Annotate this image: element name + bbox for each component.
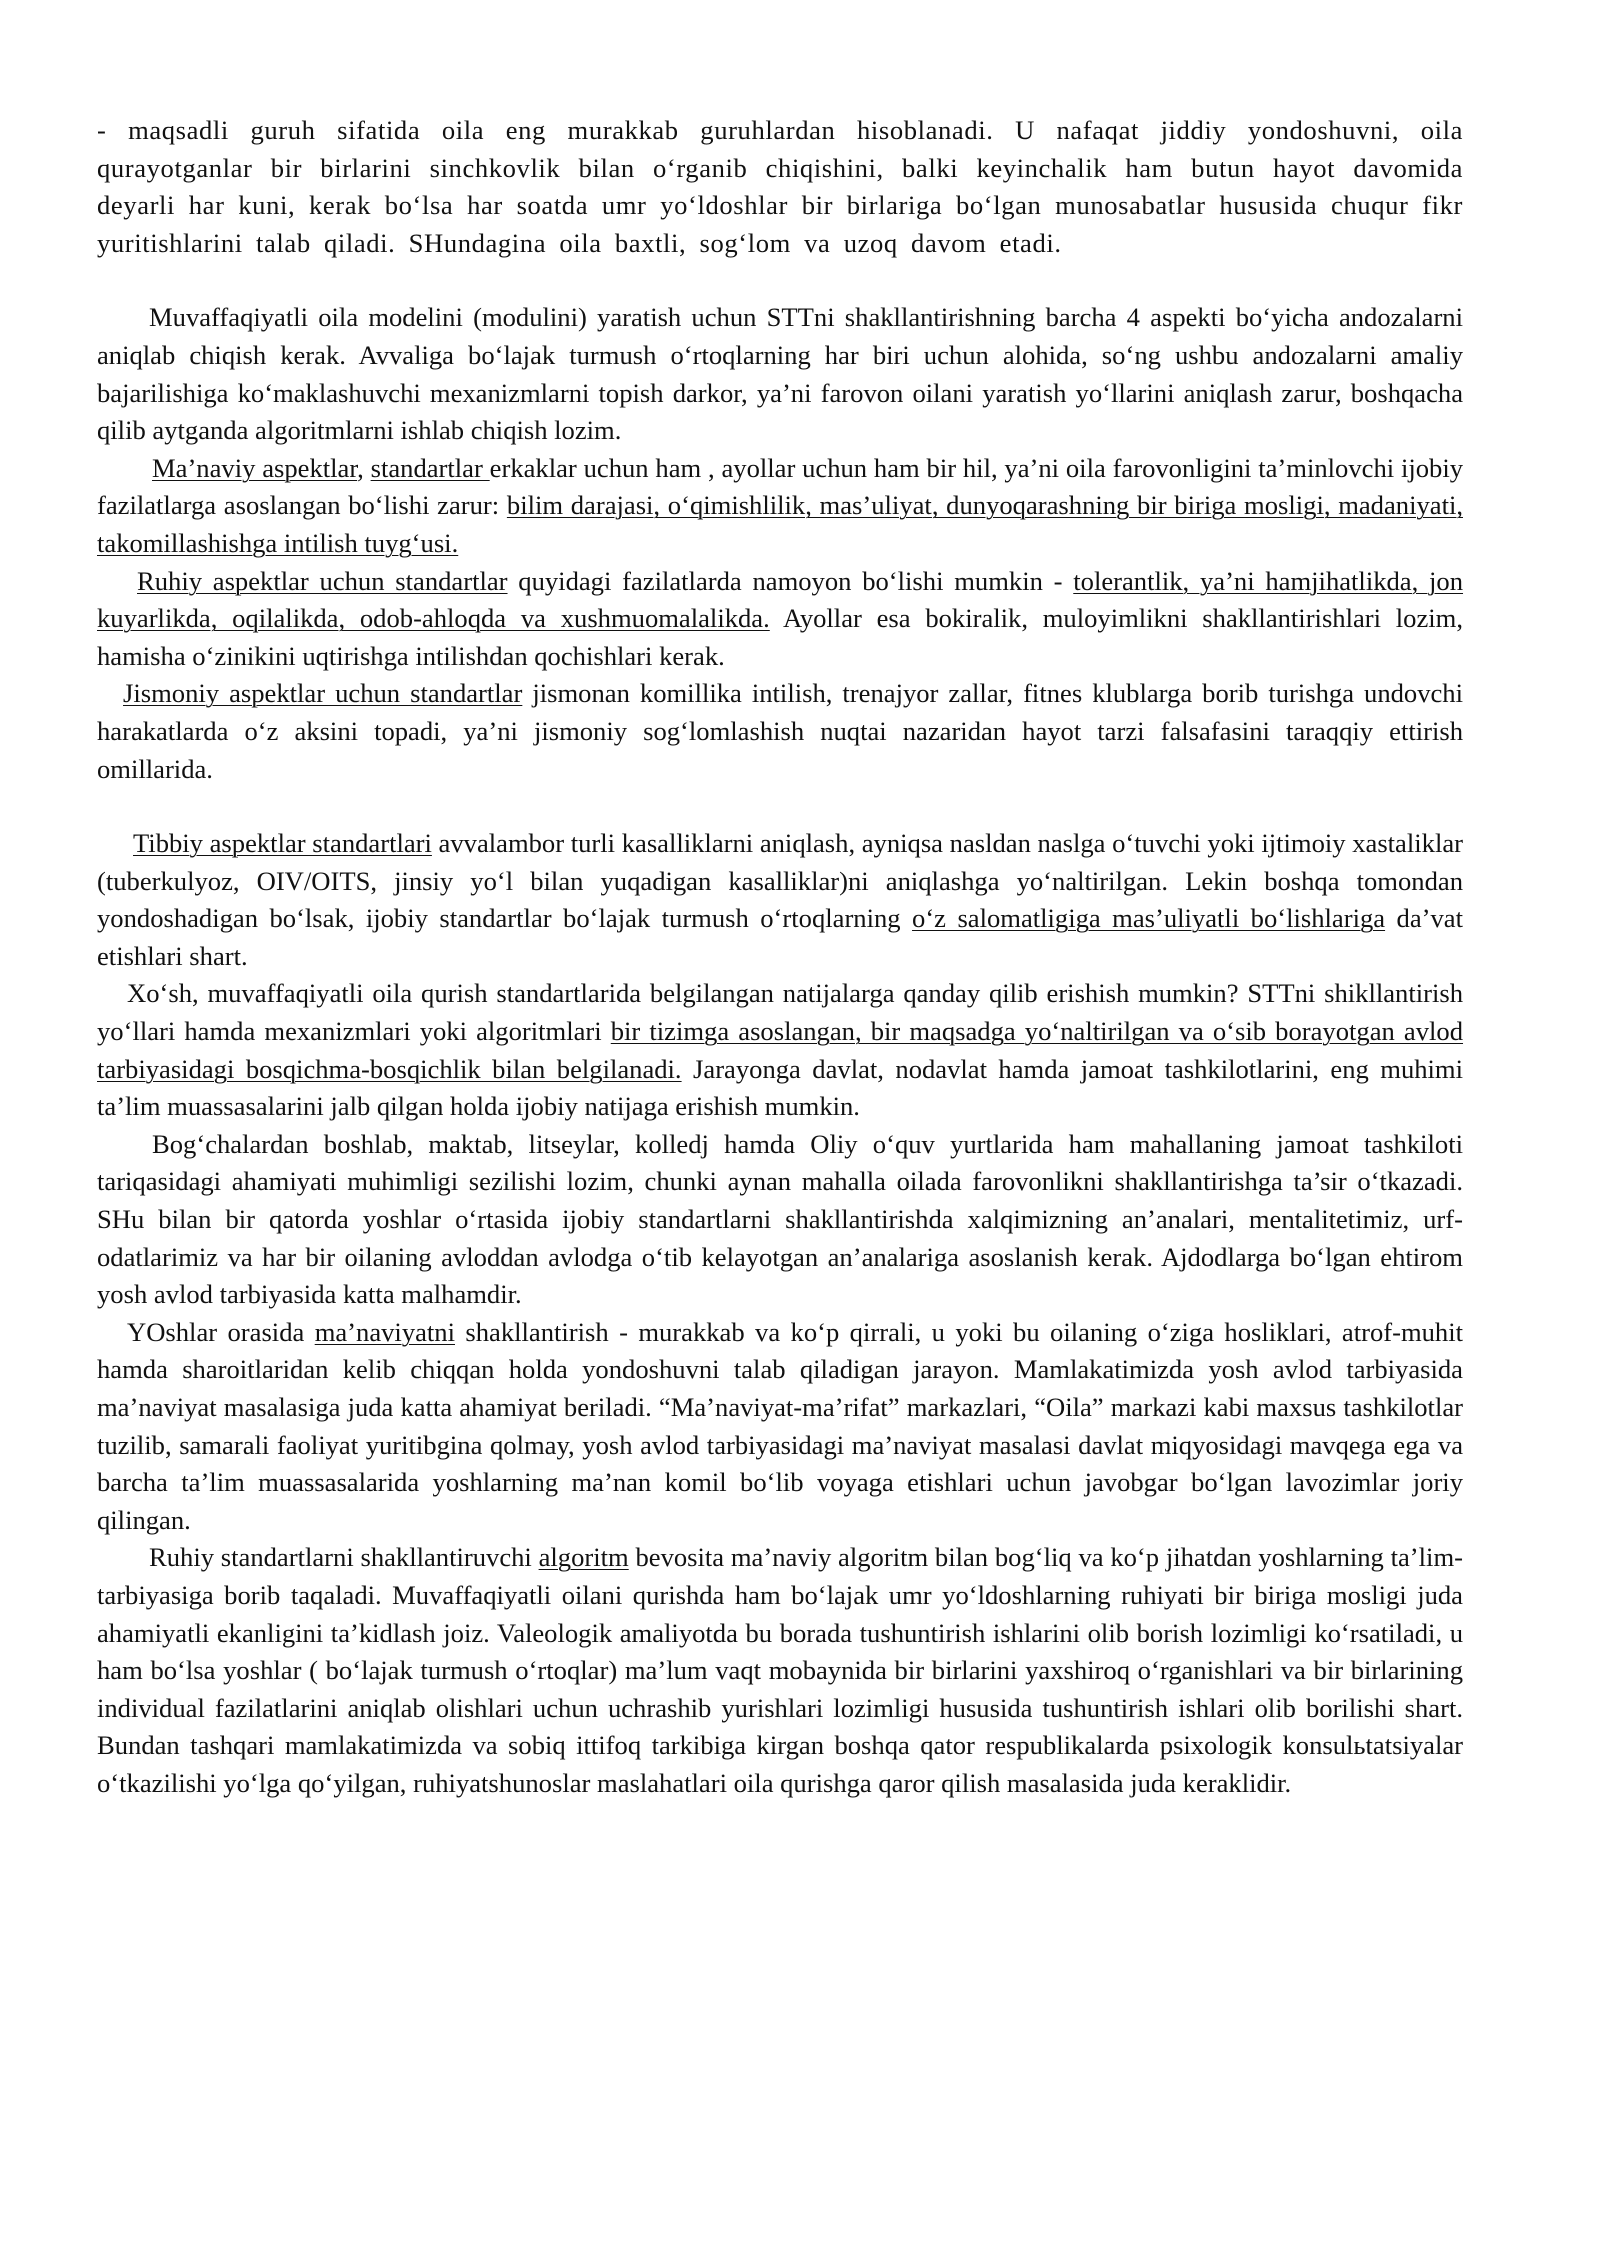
text-run: shakllantirish - murakkab va ko‘p qirrali, u yoki bu oilaning o‘ziga hosliklari, atrof-muhit hamda sharoitlaridan kelib chiqqan holda yondoshuvni talab qiladigan jarayon. Mamlakatimizda yosh avlod tarbiyasida ma’naviyat masalasiga juda katta ahamiyat beriladi. “Ma’naviyat-ma’rifat” markazlari, “Oila” markazi kabi maxsus tashkilotlar tuzilib, samarali faoliyat yuritibgina qolmay, yosh avlod tarbiyasidagi ma’naviyat masalasi davlat miqyosidagi mavqega ega va barcha ta’lim muassasalarida yoshlarning ma’nan komil bo‘lib voyaga etishlari uchun javobgar bo‘lgan lavozimlar joriy qilingan. <box>97 1316 1464 1535</box>
text-run: YOshlar orasida <box>127 1316 315 1347</box>
paragraph-kindergartens <box>97 1126 1463 1314</box>
text-run: Xo‘sh, muvaffaqiyatli oila qurish standartlarida belgilangan natijalarga qanday qilib erishish mumkin? STTni shikllantirish yo‘llari hamda mexanizmlari yoki algoritmlari <box>97 978 1463 1047</box>
document-page <box>97 112 1463 1803</box>
paragraph-spiritual-aspects <box>97 450 1463 563</box>
underlined-phrase: tolerantlik, ya’ni hamjihatlikda, jon kuyarlikda, oqilalikda, odob-ahloqda va xushmuomalalikda. <box>97 565 1464 634</box>
underlined-phrase: bilim darajasi, o‘qimishlilik, mas’uliyat, dunyoqarashning bir biriga mosligi, madaniyati, takomillashishga intilish tuyg‘usi. <box>97 490 1463 558</box>
underlined-term: Ma’naviy aspektlar <box>152 452 358 483</box>
underlined-term: standartlar <box>370 452 490 483</box>
text-run: avvalambor turli kasalliklarni aniqlash, ayniqsa nasldan naslga o‘tuvchi yoki ijtimoiy xastaliklar (tuberkulyoz, OIV/OITS, jinsiy yo‘l bilan yuqadigan kasalliklar)ni aniqlashga yo‘naltirilgan. Lekin boshqa tomondan yondoshadigan bo‘lsak, ijobiy standartlar bo‘lajak turmush o‘rtoqlarning <box>97 828 1463 934</box>
text-run: bevosita ma’naviy algoritm bilan bog‘liq va ko‘p jihatdan yoshlarning ta’lim-tarbiyasiga borib taqaladi. Muvaffaqiyatli oilani qurishda ham bo‘lajak umr yo‘ldoshlarning ruhiyati bir biriga mosligi juda ahamiyatli ekanligini ta’kidlash joiz. Valeologik amaliyotda bu borada tushuntirish ishlarini olib borish lozimligi ko‘rsatiladi, u ham bo‘lsa yoshlar ( bo‘lajak turmush o‘rtoqlar) ma’lum vaqt mobaynida bir birlarini yaxshiroq o‘rganishlari va bir birlarining individual fazilatlarini aniqlab olishlari uchun uchrashib yurishlari lozimligi hususida tushuntirish ishlari olib borilishi shart. Bundan tashqari mamlakatimizda va sobiq ittifoq tarkibiga kirgan boshqa qator respublikalarda psixologik konsulьtatsiyalar o‘tkazilishi yo‘lga qo‘yilgan, ruhiyatshunoslar maslahatlari oila qurishga qaror qilish masalasida juda keraklidir. <box>97 1542 1463 1798</box>
underlined-term: ma’naviyatni <box>314 1316 455 1347</box>
paragraph-medical-aspects <box>97 825 1463 975</box>
underlined-term: Tibbiy aspektlar standartlari <box>133 828 432 859</box>
underlined-term: Jismoniy aspektlar uchun standartlar <box>123 678 523 709</box>
underlined-term: Ruhiy aspektlar uchun standartlar <box>137 565 508 596</box>
paragraph-mental-standards-algorithm <box>97 1539 1463 1802</box>
text-run: Ayollar esa bokiralik, muloyimlikni shakllantirishlari lozim, hamisha o‘zinikini uqtirishga intilishdan qochishlari kerak. <box>97 603 1463 671</box>
paragraph-family-model <box>97 299 1463 449</box>
text-run: jismonan komillika intilish, trenajyor zallar, fitnes klublarga borib turishga undovchi harakatlarda o‘z aksini topadi, ya’ni jismoniy sog‘lomlashish nuqtai nazaridan hayot tarzi falsafasini taraqqiy ettirish omillarida. <box>97 678 1463 784</box>
paragraph-mental-aspects <box>97 563 1463 676</box>
paragraph-youth-spirituality <box>97 1314 1463 1540</box>
paragraph-how-to-achieve <box>97 975 1463 1125</box>
text-run: da’vat etishlari shart. <box>97 903 1463 971</box>
text-run: Jarayonga davlat, nodavlat hamda jamoat tashkilotlarini, eng muhimi ta’lim muassasalarini jalb qilgan holda ijobiy natijaga erishish mumkin. <box>97 1053 1464 1122</box>
text-run: , <box>357 452 371 483</box>
text-run: Muvaffaqiyatli oila modelini (modulini) yaratish uchun STTni shakllantirishning barcha 4 aspekti bo‘yicha andozalarni aniqlab chiqish kerak. Avvaliga bo‘lajak turmush o‘rtoqlarning har biri uchun alohida, so‘ng ushbu andozalarni amaliy bajarilishiga ko‘maklashuvchi mexanizmlarni topish darkor, ya’ni farovon oilani yaratish yo‘llarini aniqlash zarur, boshqacha qilib aytganda algoritmlarni ishlab chiqish lozim. <box>97 302 1463 446</box>
underlined-phrase: bir tizimga asoslangan, bir maqsadga yo‘naltirilgan va o‘sib borayotgan avlod tarbiyasidagi bosqichma-bosqichlik bilan belgilanadi. <box>97 1016 1464 1084</box>
underlined-phrase: o‘z salomatligiga mas’uliyatli bo‘lishlariga <box>912 903 1386 934</box>
text-run: - maqsadli guruh sifatida oila eng murakkab guruhlardan hisoblanadi. U nafaqat jiddiy yondoshuvni, oila qurayotganlar bir birlarini sinchkovlik bilan o‘rganib chiqishini, balki keyinchalik ham butun hayot davomida deyarli har kuni, kerak bo‘lsa har soatda umr yo‘ldoshlar bir birlariga bo‘lgan munosabatlar hususida chuqur fikr yuritishlarini talab qiladi. SHundagina oila baxtli, sog‘lom va uzoq davom etadi. <box>97 115 1463 258</box>
underlined-term: algoritm <box>538 1542 629 1573</box>
text-run: Bog‘chalardan boshlab, maktab, litseylar, kolledj hamda Oliy o‘quv yurtlarida ham mahallaning jamoat tashkiloti tariqasidagi ahamiyati muhimligi sezilishi lozim, chunki aynan mahalla oilada farovonlikni shakllantirishga ta’sir o‘tkazadi. SHu bilan bir qatorda yoshlar o‘rtasida ijobiy standartlarni shakllantirishda xalqimizning an’analari, mentalitetimiz, urf-odatlarimiz va har bir oilaning avloddan avlodga o‘tib kelayotgan an’analariga asoslanish kerak. Ajdodlarga bo‘lgan ehtirom yosh avlod tarbiyasida katta malhamdir. <box>97 1128 1463 1310</box>
text-run: erkaklar uchun ham , ayollar uchun ham bir hil, ya’ni oila farovonligini ta’minlovchi ijobiy fazilatlarga asoslangan bo‘lishi zarur: <box>97 452 1464 521</box>
paragraph-family-group <box>97 112 1463 262</box>
text-run: Ruhiy standartlarni shakllantiruvchi <box>149 1542 539 1573</box>
paragraph-physical-aspects <box>97 675 1463 788</box>
text-run: quyidagi fazilatlarda namoyon bo‘lishi mumkin - <box>507 565 1074 596</box>
